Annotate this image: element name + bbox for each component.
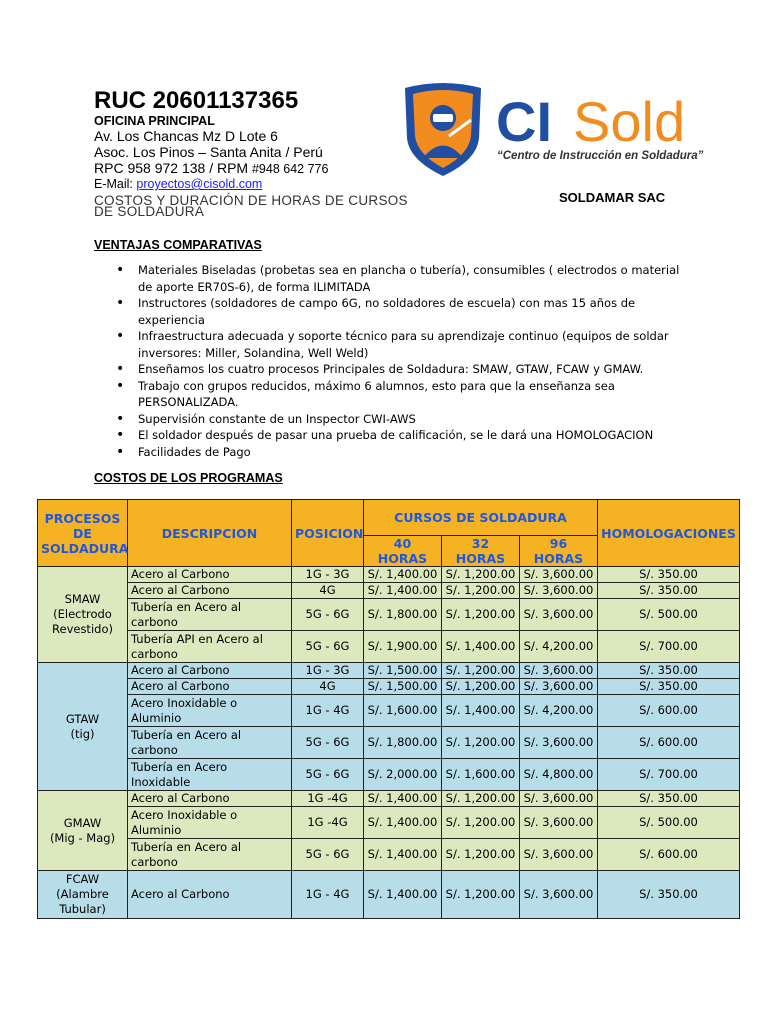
price-96h-cell: S/. 3,600.00: [520, 583, 598, 599]
price-32h-cell: S/. 1,200.00: [442, 839, 520, 871]
header-block: [94, 88, 328, 191]
price-40h-cell: S/. 1,400.00: [364, 839, 442, 871]
description-cell: Acero Inoxidable o Aluminio: [128, 807, 292, 839]
description-cell: Acero Inoxidable o Aluminio: [128, 695, 292, 727]
homologation-cell: S/. 350.00: [598, 679, 740, 695]
description-cell: Tubería en Acero al carbono: [128, 727, 292, 759]
advantage-item: • Infraestructura adecuada y soporte técnico para su aprendizaje continuo (equipos de soldar inversores: Miller, Solandina, Well Weld): [94, 328, 694, 361]
table-row: [38, 759, 740, 791]
price-40h-cell: S/. 1,900.00: [364, 631, 442, 663]
programs-table: [37, 499, 740, 919]
position-cell: 1G -4G: [292, 791, 364, 807]
position-cell: 5G - 6G: [292, 599, 364, 631]
price-40h-cell: S/. 1,600.00: [364, 695, 442, 727]
position-cell: 5G - 6G: [292, 631, 364, 663]
price-32h-cell: S/. 1,200.00: [442, 807, 520, 839]
advantage-item: • Enseñamos los cuatro procesos Principales de Soldadura: SMAW, GTAW, FCAW y GMAW.: [94, 361, 694, 378]
header-40-hours: 40 HORAS: [364, 536, 442, 567]
logo-tagline: “Centro de Instrucción en Soldadura”: [497, 150, 704, 162]
homologation-cell: S/. 350.00: [598, 871, 740, 919]
position-cell: 4G: [292, 583, 364, 599]
address-line-2: Asoc. Los Pinos – Santa Anita / Perú: [94, 144, 323, 160]
header-96-hours: 96 HORAS: [520, 536, 598, 567]
header-homologations: HOMOLOGACIONES: [598, 500, 740, 567]
process-name: GTAW: [65, 711, 100, 726]
process-subtitle: (Electrodo Revestido): [52, 607, 113, 636]
position-cell: 1G - 3G: [292, 567, 364, 583]
description-cell: Acero al Carbono: [128, 567, 292, 583]
description-cell: Acero al Carbono: [128, 871, 292, 919]
price-40h-cell: S/. 1,500.00: [364, 679, 442, 695]
price-96h-cell: S/. 3,600.00: [520, 663, 598, 679]
header-description: DESCRIPCION: [128, 500, 292, 567]
table-row: [38, 583, 740, 599]
advantage-item: • Instructores (soldadores de campo 6G, no soldadores de escuela) con mas 15 años de experiencia: [94, 295, 694, 328]
price-32h-cell: S/. 1,200.00: [442, 791, 520, 807]
cisold-logo: [403, 78, 723, 178]
process-cell: [38, 871, 128, 919]
price-32h-cell: S/. 1,200.00: [442, 727, 520, 759]
advantage-item: • Facilidades de Pago: [94, 444, 694, 461]
shield-icon: [405, 83, 481, 176]
email-label: E-Mail:: [94, 177, 137, 191]
price-96h-cell: S/. 3,600.00: [520, 791, 598, 807]
process-name: GMAW: [63, 815, 102, 830]
table-row: [38, 807, 740, 839]
price-40h-cell: S/. 1,400.00: [364, 807, 442, 839]
position-cell: 1G - 3G: [292, 663, 364, 679]
table-row: [38, 663, 740, 679]
price-32h-cell: S/. 1,200.00: [442, 567, 520, 583]
table-row: [38, 727, 740, 759]
homologation-cell: S/. 600.00: [598, 695, 740, 727]
table-row: [38, 599, 740, 631]
homologation-cell: S/. 350.00: [598, 663, 740, 679]
price-40h-cell: S/. 1,800.00: [364, 599, 442, 631]
address-line-1: Av. Los Chancas Mz D Lote 6: [94, 128, 278, 144]
price-40h-cell: S/. 1,400.00: [364, 583, 442, 599]
price-40h-cell: S/. 1,400.00: [364, 567, 442, 583]
homologation-cell: S/. 700.00: [598, 631, 740, 663]
description-cell: Acero al Carbono: [128, 679, 292, 695]
process-subtitle: (tig): [70, 726, 95, 741]
phone-line: [94, 160, 328, 177]
price-40h-cell: S/. 1,800.00: [364, 727, 442, 759]
price-96h-cell: S/. 3,600.00: [520, 599, 598, 631]
table-row: [38, 839, 740, 871]
office-label: OFICINA PRINCIPAL: [94, 114, 215, 128]
price-32h-cell: S/. 1,200.00: [442, 599, 520, 631]
process-cell: [38, 663, 128, 791]
description-cell: Tubería API en Acero al carbono: [128, 631, 292, 663]
process-cell: [38, 791, 128, 871]
price-96h-cell: S/. 3,600.00: [520, 679, 598, 695]
price-96h-cell: S/. 4,200.00: [520, 631, 598, 663]
table-row: [38, 679, 740, 695]
position-cell: 5G - 6G: [292, 839, 364, 871]
advantage-item: • Supervisión constante de un Inspector CWI-AWS: [94, 411, 694, 428]
homologation-cell: S/. 350.00: [598, 583, 740, 599]
position-cell: 1G - 4G: [292, 871, 364, 919]
company-name: SOLDAMAR SAC: [559, 190, 666, 205]
homologation-cell: S/. 500.00: [598, 807, 740, 839]
email-link[interactable]: proyectos@cisold.com: [136, 177, 263, 191]
position-cell: 5G - 6G: [292, 759, 364, 791]
process-subtitle: (Alambre Tubular): [56, 887, 109, 916]
price-40h-cell: S/. 2,000.00: [364, 759, 442, 791]
description-cell: Acero al Carbono: [128, 583, 292, 599]
price-40h-cell: S/. 1,400.00: [364, 871, 442, 919]
advantage-item: • Trabajo con grupos reducidos, máximo 6 alumnos, esto para que la enseñanza sea PERSONALIZADA.: [94, 378, 694, 411]
header-position: POSICION: [292, 500, 364, 567]
homologation-cell: S/. 350.00: [598, 791, 740, 807]
process-cell: [38, 567, 128, 663]
programs-title: COSTOS DE LOS PROGRAMAS: [94, 471, 283, 485]
header-process: PROCESOS DE SOLDADURA: [38, 500, 128, 567]
description-cell: Acero al Carbono: [128, 663, 292, 679]
price-96h-cell: S/. 4,800.00: [520, 759, 598, 791]
position-cell: 1G -4G: [292, 807, 364, 839]
ruc-number: RUC 20601137365: [94, 87, 299, 114]
price-40h-cell: S/. 1,500.00: [364, 663, 442, 679]
process-name: FCAW: [65, 872, 100, 886]
description-cell: Acero al Carbono: [128, 791, 292, 807]
advantage-item: • Materiales Biseladas (probetas sea en plancha o tubería), consumibles ( electrodos o material de aporte ER70S-6), de forma ILIMITADA: [94, 262, 694, 295]
advantages-list: [94, 262, 694, 460]
table-row: [38, 871, 740, 919]
table-row: [38, 695, 740, 727]
header-courses: CURSOS DE SOLDADURA: [364, 500, 598, 536]
description-cell: Tubería en Acero Inoxidable: [128, 759, 292, 791]
price-40h-cell: S/. 1,400.00: [364, 791, 442, 807]
advantages-title: VENTAJAS COMPARATIVAS: [94, 238, 262, 252]
price-96h-cell: S/. 3,600.00: [520, 567, 598, 583]
logo-brand-ci: CI: [496, 90, 552, 153]
rpm-number: #948 642 776: [251, 162, 329, 176]
homologation-cell: S/. 350.00: [598, 567, 740, 583]
position-cell: 1G - 4G: [292, 695, 364, 727]
price-32h-cell: S/. 1,200.00: [442, 679, 520, 695]
document-title: COSTOS Y DURACIÓN DE HORAS DE CURSOS DE SOLDADURA: [94, 193, 408, 219]
price-96h-cell: S/. 3,600.00: [520, 727, 598, 759]
advantage-item: • El soldador después de pasar una prueba de calificación, se le dará una HOMOLOGACION: [94, 427, 694, 444]
homologation-cell: S/. 600.00: [598, 727, 740, 759]
table-row: [38, 567, 740, 583]
position-cell: 4G: [292, 679, 364, 695]
price-32h-cell: S/. 1,200.00: [442, 871, 520, 919]
rpc-text: RPC 958 972 138 / RPM: [94, 160, 252, 176]
price-32h-cell: S/. 1,600.00: [442, 759, 520, 791]
price-96h-cell: S/. 4,200.00: [520, 695, 598, 727]
homologation-cell: S/. 600.00: [598, 839, 740, 871]
email-line: [94, 177, 328, 191]
price-32h-cell: S/. 1,400.00: [442, 631, 520, 663]
price-96h-cell: S/. 3,600.00: [520, 871, 598, 919]
homologation-cell: S/. 700.00: [598, 759, 740, 791]
price-32h-cell: S/. 1,200.00: [442, 663, 520, 679]
description-cell: Tubería en Acero al carbono: [128, 599, 292, 631]
logo-brand-sold: Sold: [573, 90, 686, 153]
table-row: [38, 631, 740, 663]
price-96h-cell: S/. 3,600.00: [520, 807, 598, 839]
price-32h-cell: S/. 1,200.00: [442, 583, 520, 599]
price-32h-cell: S/. 1,400.00: [442, 695, 520, 727]
process-subtitle: (Mig - Mag): [49, 830, 116, 845]
position-cell: 5G - 6G: [292, 727, 364, 759]
homologation-cell: S/. 500.00: [598, 599, 740, 631]
description-cell: Tubería en Acero al carbono: [128, 839, 292, 871]
header-32-hours: 32 HORAS: [442, 536, 520, 567]
table-row: [38, 791, 740, 807]
process-name: SMAW: [64, 592, 101, 606]
price-96h-cell: S/. 3,600.00: [520, 839, 598, 871]
